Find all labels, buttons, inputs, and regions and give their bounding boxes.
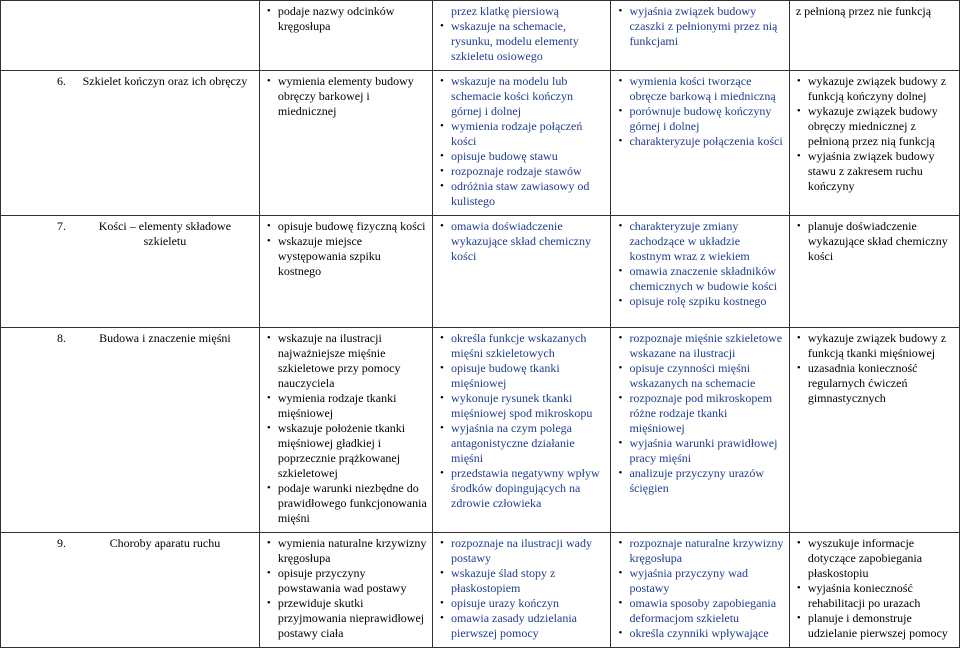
requirement-item: • wyjaśnia na czym polega antagonistyczne działanie mięśni <box>439 421 605 466</box>
topic-number: 8. <box>57 331 66 345</box>
topic-title: Szkielet kończyn oraz ich obręczy <box>82 74 248 88</box>
requirement-item: • wymienia naturalne krzywizny kręgosłupa <box>266 536 427 566</box>
requirement-item: • rozpoznaje naturalne krzywizny kręgosłupa <box>617 536 783 566</box>
requirement-list <box>439 74 605 209</box>
requirement-list <box>617 74 783 149</box>
requirement-item: • wyjaśnia konieczność rehabilitacji po urazach <box>796 581 954 611</box>
requirement-item: • planuje i demonstruje udzielanie pierwszej pomocy <box>796 611 954 641</box>
level-advanced-cell <box>611 216 789 328</box>
requirement-item: • określa czynniki wpływające <box>617 626 783 641</box>
table-row <box>1 533 960 648</box>
topic-number: 9. <box>57 536 66 550</box>
requirement-item: • określa funkcje wskazanych mięśni szkieletowych <box>439 331 605 361</box>
requirement-item: • charakteryzuje zmiany zachodzące w układzie kostnym wraz z wiekiem <box>617 219 783 264</box>
requirement-item: • wskazuje na schemacie, rysunku, modelu elementy szkieletu osiowego <box>439 19 605 64</box>
requirement-list <box>266 331 427 526</box>
requirement-list <box>617 536 783 641</box>
requirement-list <box>796 219 954 264</box>
requirement-item: • opisuje rolę szpiku kostnego <box>617 294 783 309</box>
requirement-item: • wykazuje związek budowy z funkcją tkanki mięśniowej <box>796 331 954 361</box>
requirement-item: • rozpoznaje na ilustracji wady postawy <box>439 536 605 566</box>
topic-title: Choroby aparatu ruchu <box>109 536 221 550</box>
requirement-item: • wskazuje miejsce występowania szpiku kostnego <box>266 234 427 279</box>
requirement-item: • wyjaśnia związek budowy czaszki z pełnionymi przez nią funkcjami <box>617 4 783 49</box>
requirement-list <box>796 331 954 406</box>
requirement-item: • opisuje budowę tkanki mięśniowej <box>439 361 605 391</box>
requirement-item: • planuje doświadczenie wykazujące skład chemiczny kości <box>796 219 954 264</box>
requirement-item: • wyjaśnia warunki prawidłowej pracy mięśni <box>617 436 783 466</box>
requirement-list <box>266 4 427 34</box>
requirement-item: • opisuje budowę stawu <box>439 149 605 164</box>
requirement-list <box>439 219 605 264</box>
level-intermediate-cell <box>433 216 611 328</box>
requirement-item: • charakteryzuje połączenia kości <box>617 134 783 149</box>
table-row <box>1 216 960 328</box>
requirement-list <box>439 331 605 511</box>
requirement-item: • omawia doświadczenie wykazujące skład chemiczny kości <box>439 219 605 264</box>
requirement-item: • wymienia elementy budowy obręczy barkowej i miednicznej <box>266 74 427 119</box>
requirement-item: • omawia znaczenie składników chemicznych w budowie kości <box>617 264 783 294</box>
level-basic-cell <box>259 328 432 533</box>
requirement-item: • przedstawia negatywny wpływ środków dopingujących na zdrowie człowieka <box>439 466 605 511</box>
requirement-item: • porównuje budowę kończyny górnej i dolnej <box>617 104 783 134</box>
level-advanced-cell <box>611 328 789 533</box>
topic-title: Kości – elementy składowe szkieletu <box>98 219 232 248</box>
requirement-list <box>796 536 954 641</box>
level-advanced-cell <box>611 1 789 71</box>
requirement-item: • analizuje przyczyny urazów ścięgien <box>617 466 783 496</box>
topic-cell <box>1 216 260 328</box>
level-excellent-cell <box>789 1 959 71</box>
requirement-item: • odróżnia staw zawiasowy od kulistego <box>439 179 605 209</box>
requirement-text: z pełnioną przez nie funkcją <box>795 4 932 18</box>
requirement-item: • rozpoznaje mięśnie szkieletowe wskazane na ilustracji <box>617 331 783 361</box>
requirement-list <box>266 74 427 119</box>
level-excellent-cell <box>789 216 959 328</box>
topic-cell <box>1 71 260 216</box>
requirement-item: • omawia sposoby zapobiegania deformacjom szkieletu <box>617 596 783 626</box>
level-intermediate-cell <box>433 71 611 216</box>
level-basic-cell <box>259 71 432 216</box>
requirement-item: • rozpoznaje pod mikroskopem różne rodzaje tkanki mięśniowej <box>617 391 783 436</box>
level-excellent-cell <box>789 328 959 533</box>
requirement-item: • wymienia rodzaje połączeń kości <box>439 119 605 149</box>
topic-cell <box>1 328 260 533</box>
level-advanced-cell <box>611 71 789 216</box>
requirement-list <box>266 219 427 279</box>
table-row <box>1 71 960 216</box>
requirement-item: • przewiduje skutki przyjmowania nieprawidłowej postawy ciała <box>266 596 427 641</box>
requirement-item: przez klatkę piersiową <box>451 4 559 18</box>
requirement-item: • wskazuje na ilustracji najważniejsze mięśnie szkieletowe przy pomocy nauczyciela <box>266 331 427 391</box>
level-excellent-cell <box>789 533 959 648</box>
level-advanced-cell <box>611 533 789 648</box>
requirement-item: • opisuje urazy kończyn <box>439 596 605 611</box>
level-excellent-cell <box>789 71 959 216</box>
requirement-list <box>617 219 783 309</box>
table-row <box>1 328 960 533</box>
topic-cell <box>1 533 260 648</box>
table-row <box>1 1 960 71</box>
requirement-item: • omawia zasady udzielania pierwszej pomocy <box>439 611 605 641</box>
requirement-item: • wykonuje rysunek tkanki mięśniowej spod mikroskopu <box>439 391 605 421</box>
level-basic-cell <box>259 1 432 71</box>
topic-number: 7. <box>57 219 66 233</box>
requirement-list <box>439 4 605 64</box>
requirement-item: • uzasadnia konieczność regularnych ćwiczeń gimnastycznych <box>796 361 954 406</box>
requirement-item: • wyszukuje informacje dotyczące zapobiegania płaskostopiu <box>796 536 954 581</box>
requirement-list <box>796 74 954 194</box>
requirement-item: • opisuje budowę fizyczną kości <box>266 219 427 234</box>
topic-title: Budowa i znaczenie mięśni <box>99 331 231 345</box>
requirement-item: • wymienia rodzaje tkanki mięśniowej <box>266 391 427 421</box>
requirement-item: • wymienia kości tworzące obręcze barkową i miedniczną <box>617 74 783 104</box>
requirement-item: • wskazuje ślad stopy z płaskostopiem <box>439 566 605 596</box>
requirement-list <box>266 536 427 641</box>
level-intermediate-cell <box>433 1 611 71</box>
requirement-item: • wyjaśnia związek budowy stawu z zakresem ruchu kończyny <box>796 149 954 194</box>
requirement-item: • opisuje czynności mięśni wskazanych na schemacie <box>617 361 783 391</box>
level-basic-cell <box>259 216 432 328</box>
requirement-list <box>617 4 783 49</box>
requirement-item: • opisuje przyczyny powstawania wad postawy <box>266 566 427 596</box>
level-intermediate-cell <box>433 533 611 648</box>
requirement-item: • podaje nazwy odcinków kręgosłupa <box>266 4 427 34</box>
level-intermediate-cell <box>433 328 611 533</box>
requirement-item: • podaje warunki niezbędne do prawidłowego funkcjonowania mięśni <box>266 481 427 526</box>
requirement-item: • wykazuje związek budowy obręczy miednicznej z pełnioną przez nią funkcją <box>796 104 954 149</box>
topic-cell <box>1 1 260 71</box>
requirement-item: • wskazuje na modelu lub schemacie kości kończyn górnej i dolnej <box>439 74 605 119</box>
requirement-list <box>617 331 783 496</box>
level-basic-cell <box>259 533 432 648</box>
requirement-item: • rozpoznaje rodzaje stawów <box>439 164 605 179</box>
topic-number: 6. <box>57 74 66 88</box>
requirement-item: • wykazuje związek budowy z funkcją kończyny dolnej <box>796 74 954 104</box>
requirement-item: • wyjaśnia przyczyny wad postawy <box>617 566 783 596</box>
requirement-item: • wskazuje położenie tkanki mięśniowej gładkiej i poprzecznie prążkowanej szkieletowej <box>266 421 427 481</box>
requirement-list <box>439 536 605 641</box>
